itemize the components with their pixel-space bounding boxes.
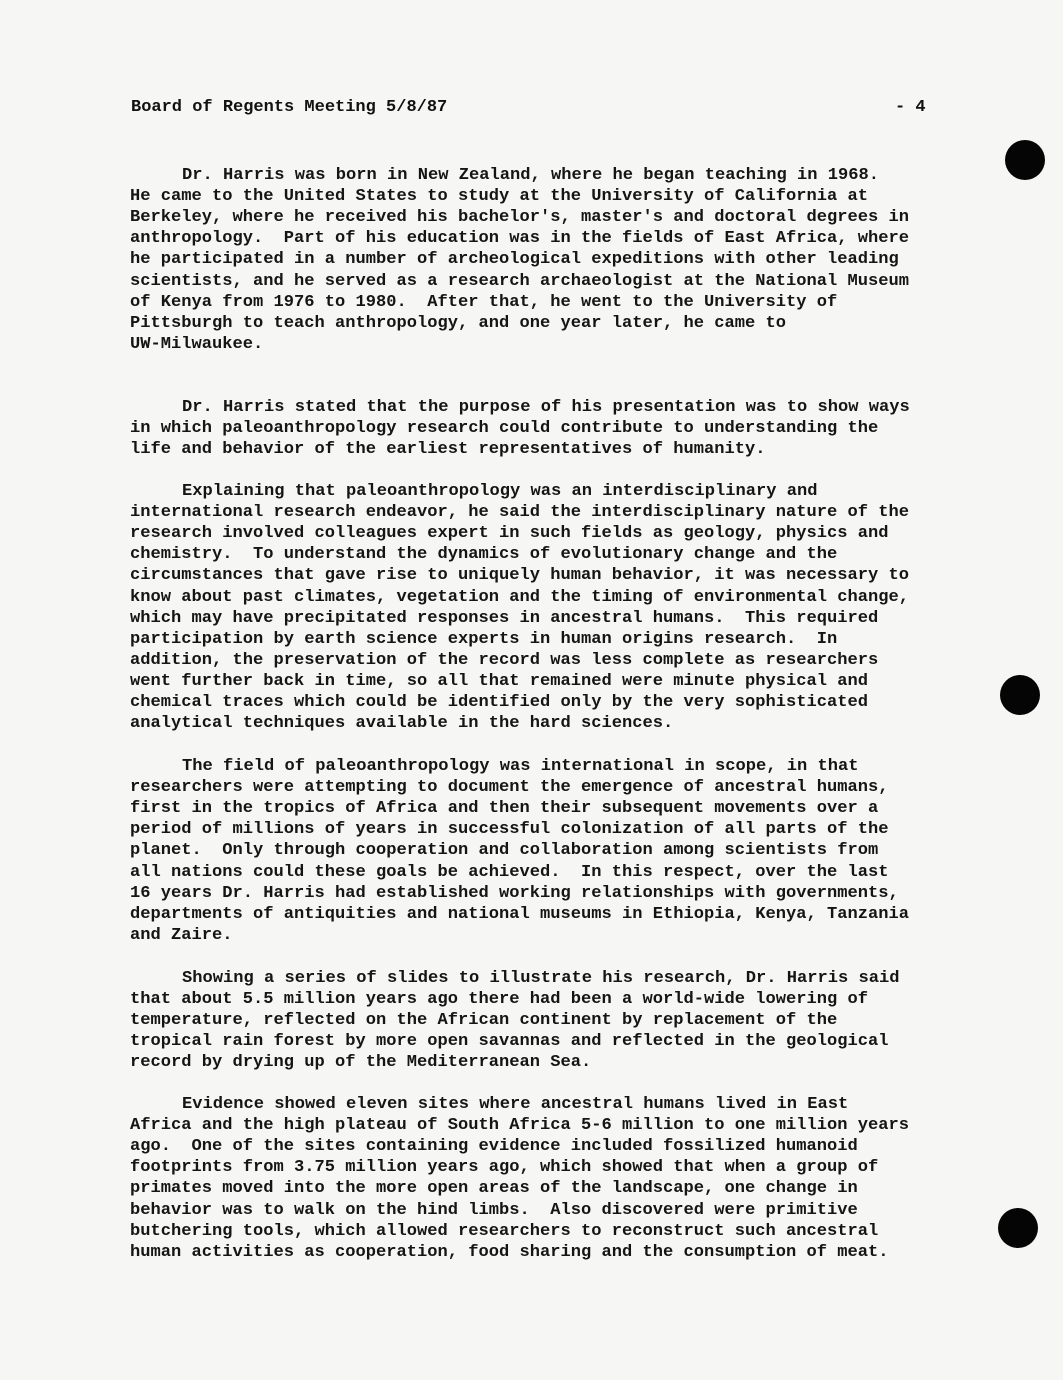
punch-hole-top: [1005, 140, 1045, 180]
text-line: addition, the preservation of the record was less complete as researchers: [130, 650, 879, 670]
text-line: Explaining that paleoanthropology was an interdisciplinary and: [182, 482, 818, 501]
text-line: chemistry. To understand the dynamics of evolutionary change and the: [130, 545, 838, 565]
text-line: international research endeavor, he said the interdisciplinary nature of the: [130, 503, 909, 523]
text-line: participation by earth science experts in human origins research. In: [130, 629, 838, 649]
text-line: UW-Milwaukee.: [130, 334, 264, 354]
text-line: He came to the United States to study at the University of California at: [130, 187, 868, 207]
page-number: - 4: [895, 98, 926, 117]
text-line: know about past climates, vegetation and the timing of environmental change,: [130, 587, 909, 607]
text-line: behavior was to walk on the hind limbs. Also discovered were primitive: [130, 1200, 858, 1220]
text-line: ago. One of the sites containing evidence included fossilized humanoid: [130, 1137, 858, 1157]
text-line: which may have precipitated responses in ancestral humans. This required: [130, 608, 879, 628]
text-line: planet. Only through cooperation and collaboration among scientists from: [130, 841, 879, 861]
text-line: circumstances that gave rise to uniquely human behavior, it was necessary to: [130, 566, 909, 586]
text-line: Showing a series of slides to illustrate his research, Dr. Harris said: [182, 969, 900, 988]
text-line: temperature, reflected on the African continent by replacement of the: [130, 1011, 838, 1031]
text-line: anthropology. Part of his education was in the fields of East Africa, where: [130, 229, 909, 249]
text-line: researchers were attempting to document the emergence of ancestral humans,: [130, 778, 889, 798]
text-line: record by drying up of the Mediterranean Sea.: [130, 1053, 592, 1073]
text-line: research involved colleagues expert in such fields as geology, physics and: [130, 524, 889, 544]
text-line: analytical techniques available in the hard sciences.: [130, 714, 674, 734]
text-line: first in the tropics of Africa and then their subsequent movements over a: [130, 799, 879, 819]
text-line: primates moved into the more open areas of the landscape, one change in: [130, 1179, 858, 1199]
text-line: in which paleoanthropology research could contribute to understanding the: [130, 419, 879, 439]
text-line: period of millions of years in successful colonization of all parts of the: [130, 820, 889, 840]
text-line: of Kenya from 1976 to 1980. After that, he went to the University of: [130, 292, 838, 312]
text-line: and Zaire.: [130, 925, 233, 945]
text-line: human activities as cooperation, food sharing and the consumption of meat.: [130, 1242, 889, 1262]
text-line: life and behavior of the earliest representatives of humanity.: [130, 440, 766, 460]
text-line: departments of antiquities and national museums in Ethiopia, Kenya, Tanzania: [130, 904, 909, 924]
text-line: butchering tools, which allowed researchers to reconstruct such ancestral: [130, 1221, 879, 1241]
document-header-title: Board of Regents Meeting 5/8/87: [131, 98, 448, 117]
text-line: Berkeley, where he received his bachelor's, master's and doctoral degrees in: [130, 208, 909, 228]
text-line: that about 5.5 million years ago there had been a world-wide lowering of: [130, 990, 868, 1010]
text-line: went further back in time, so all that remained were minute physical and: [130, 671, 868, 691]
text-line: The field of paleoanthropology was international in scope, in that: [182, 757, 859, 776]
text-line: Africa and the high plateau of South Africa 5-6 million to one million years: [130, 1116, 909, 1136]
text-line: Pittsburgh to teach anthropology, and one year later, he came to: [130, 313, 786, 333]
text-line: scientists, and he served as a research archaeologist at the National Museum: [130, 271, 909, 291]
text-line: footprints from 3.75 million years ago, which showed that when a group of: [130, 1158, 879, 1178]
text-line: all nations could these goals be achieved. In this respect, over the last: [130, 862, 889, 882]
text-line: he participated in a number of archeological expeditions with other leading: [130, 250, 899, 270]
text-line: 16 years Dr. Harris had established working relationships with governments,: [130, 883, 899, 903]
text-line: tropical rain forest by more open savannas and reflected in the geological: [130, 1032, 889, 1052]
punch-hole-middle: [1000, 675, 1040, 715]
text-line: chemical traces which could be identified only by the very sophisticated: [130, 693, 868, 712]
text-line: Evidence showed eleven sites where ancestral humans lived in East: [182, 1095, 849, 1114]
text-line: Dr. Harris was born in New Zealand, where he began teaching in 1968.: [182, 166, 879, 185]
text-line: Dr. Harris stated that the purpose of his presentation was to show ways: [182, 398, 910, 417]
punch-hole-bottom: [998, 1208, 1038, 1248]
